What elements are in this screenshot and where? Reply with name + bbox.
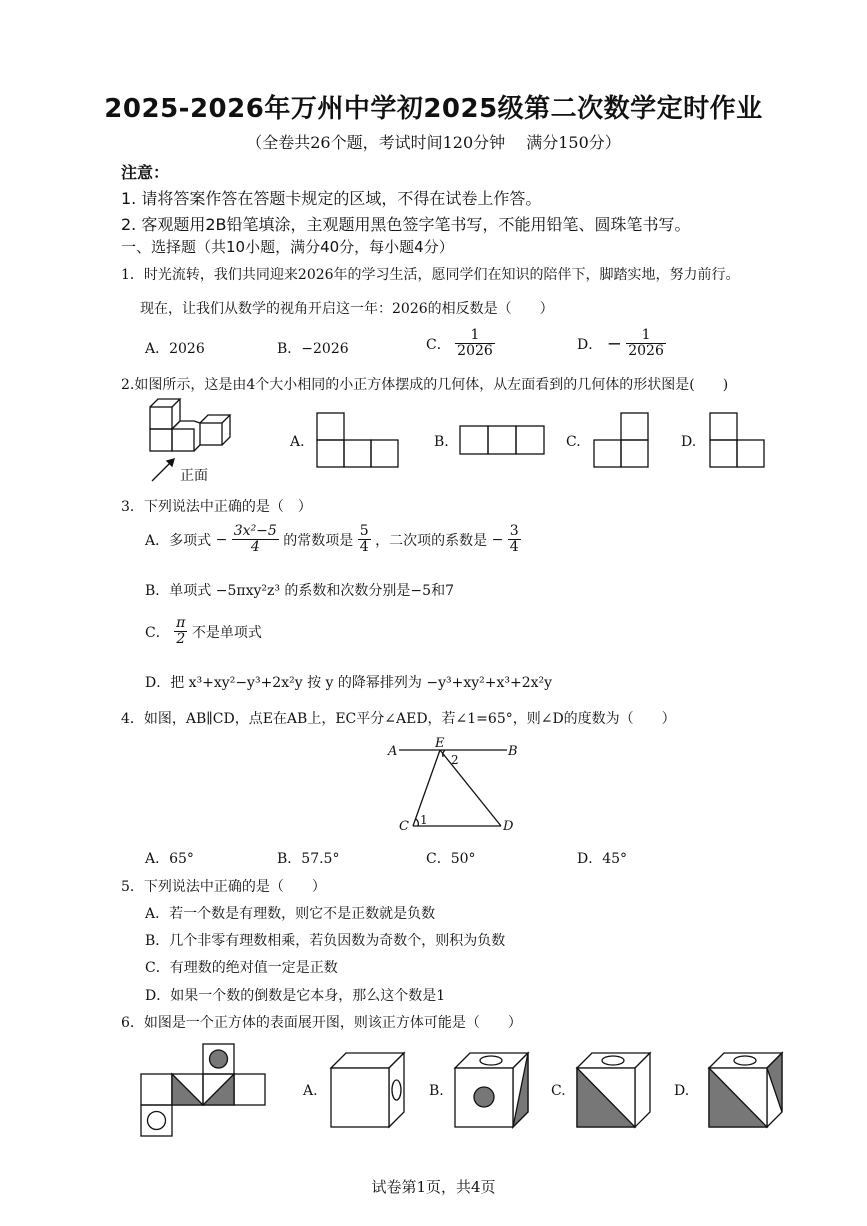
q5-stem: 5．下列说法中正确的是（ ） [121, 879, 326, 895]
q1-option-d-label: D． [577, 336, 603, 353]
q2-front-label: 正面 [180, 468, 208, 484]
section-heading: 一、选择题（共10小题，满分40分，每小题4分） [121, 238, 454, 256]
q3-a-fraction-2 [358, 524, 371, 556]
q3-option-d: D．把 x³+xy²−y³+2x²y 按 y 的降幂排列为 −y³+xy²+x³+2x²y [145, 675, 553, 691]
q3-c-fraction [174, 616, 187, 648]
q6-option-c-label: C. [551, 1083, 566, 1099]
q3-a-text: A．多项式 [145, 532, 212, 549]
q4-option-a: A．65° [145, 851, 194, 867]
q1-option-b: B．−2026 [277, 341, 349, 357]
fraction-numerator: 3 [509, 523, 519, 539]
q1-option-c-fraction [455, 328, 495, 360]
minus-sign: − [606, 333, 622, 355]
q1-option-c [426, 328, 495, 360]
q2-option-a-figure [316, 412, 400, 468]
q3-stem: 3．下列说法中正确的是（ ） [121, 499, 312, 515]
notice-item-2: 2. 客观题用2B铅笔填涂，主观题用黑色签字笔书写，不能用铅笔、圆珠笔书写。 [121, 215, 691, 234]
q3-a-fraction-1 [232, 524, 279, 556]
q5-option-d: D．如果一个数的倒数是它本身，那么这个数是1 [145, 988, 446, 1004]
fraction-numerator: 1 [626, 328, 666, 344]
minus-sign: − [491, 531, 504, 548]
q1-option-d [577, 328, 666, 360]
q2-option-a-label: A. [290, 434, 305, 450]
fraction-denominator: 4 [250, 539, 260, 556]
q6-option-a-label: A. [303, 1083, 318, 1099]
q2-option-d-figure [709, 412, 767, 468]
q4-angle-2-label: 2 [451, 753, 459, 767]
q5-option-b: B．几个非零有理数相乘，若负因数为奇数个，则积为负数 [145, 933, 506, 949]
fraction-denominator: 4 [509, 539, 519, 556]
fraction-numerator: π [176, 615, 186, 631]
q2-option-b-label: B. [434, 434, 449, 450]
q4-label-b: B [508, 744, 518, 759]
fraction-numerator: 1 [455, 328, 495, 344]
q3-c-text: 不是单项式 [191, 624, 262, 641]
q2-option-c-figure [593, 412, 651, 468]
q6-option-c-cube [576, 1052, 652, 1128]
q2-option-b-figure [459, 425, 545, 455]
q2-stem: 2.如图所示，这是由4个大小相同的小正方体摆成的几何体，从左面看到的几何体的形状图是( ) [121, 377, 729, 393]
page-subtitle: （全卷共26个题，考试时间120分钟 满分150分） [246, 133, 621, 152]
q3-a-text-3: ，二次项的系数是 [375, 532, 488, 549]
q4-label-d: D [503, 819, 514, 834]
notice-heading: 注意： [121, 163, 170, 182]
q4-option-b: B．57.5° [277, 851, 340, 867]
q6-option-d-cube [708, 1052, 784, 1128]
q4-label-c: C [399, 819, 409, 834]
fraction-denominator: 4 [359, 539, 369, 556]
q2-option-c-label: C. [566, 434, 581, 450]
q4-stem: 4．如图，AB∥CD，点E在AB上，EC平分∠AED，若∠1=65°，则∠D的度数为（ ） [121, 711, 676, 727]
q3-c-label: C． [145, 624, 170, 641]
notice-item-1: 1. 请将答案作答在答题卡规定的区域，不得在试卷上作答。 [121, 189, 542, 208]
fraction-numerator: 3x²−5 [233, 523, 277, 539]
minus-sign: − [215, 531, 228, 548]
page-footer: 试卷第1页，共4页 [371, 1178, 496, 1196]
q6-option-a-cube [330, 1052, 406, 1128]
q4-option-c: C．50° [426, 851, 476, 867]
q6-option-d-label: D. [674, 1083, 690, 1099]
q3-a-fraction-3 [508, 524, 521, 556]
q4-label-e: E [435, 736, 445, 751]
q6-option-b-cube [454, 1052, 530, 1128]
page-title: 2025-2026年万州中学初2025级第二次数学定时作业 [104, 94, 763, 124]
q1-option-d-fraction [626, 328, 666, 360]
q1-option-c-label: C． [426, 336, 451, 353]
q6-net-figure [140, 1043, 270, 1139]
fraction-denominator: 2026 [628, 343, 664, 360]
fraction-numerator: 5 [359, 523, 369, 539]
q5-option-c: C．有理数的绝对值一定是正数 [145, 960, 338, 976]
q3-a-text-2: 的常数项是 [283, 532, 354, 549]
q3-option-c [145, 616, 262, 648]
q6-option-b-label: B. [429, 1083, 444, 1099]
q1-option-a: A．2026 [145, 341, 205, 357]
q3-option-b: B．单项式 −5πxy²z³ 的系数和次数分别是−5和7 [145, 583, 454, 599]
q1-stem-line2: 现在，让我们从数学的视角开启这一年：2026的相反数是（ ） [140, 301, 554, 317]
q4-triangle-figure [385, 738, 525, 838]
q4-angle-1-label: 1 [420, 813, 428, 827]
q4-label-a: A [388, 744, 398, 759]
q5-option-a: A．若一个数是有理数，则它不是正数就是负数 [145, 906, 436, 922]
fraction-denominator: 2026 [457, 343, 493, 360]
q2-option-d-label: D. [681, 434, 697, 450]
fraction-denominator: 2 [176, 631, 186, 648]
q4-option-d: D．45° [577, 851, 628, 867]
q3-option-a [145, 524, 521, 556]
q6-stem: 6．如图是一个正方体的表面展开图，则该正方体可能是（ ） [121, 1015, 522, 1031]
q1-stem-line1: 1．时光流转，我们共同迎来2026年的学习生活，愿同学们在知识的陪伴下，脚踏实地，努力前行。 [121, 267, 740, 283]
